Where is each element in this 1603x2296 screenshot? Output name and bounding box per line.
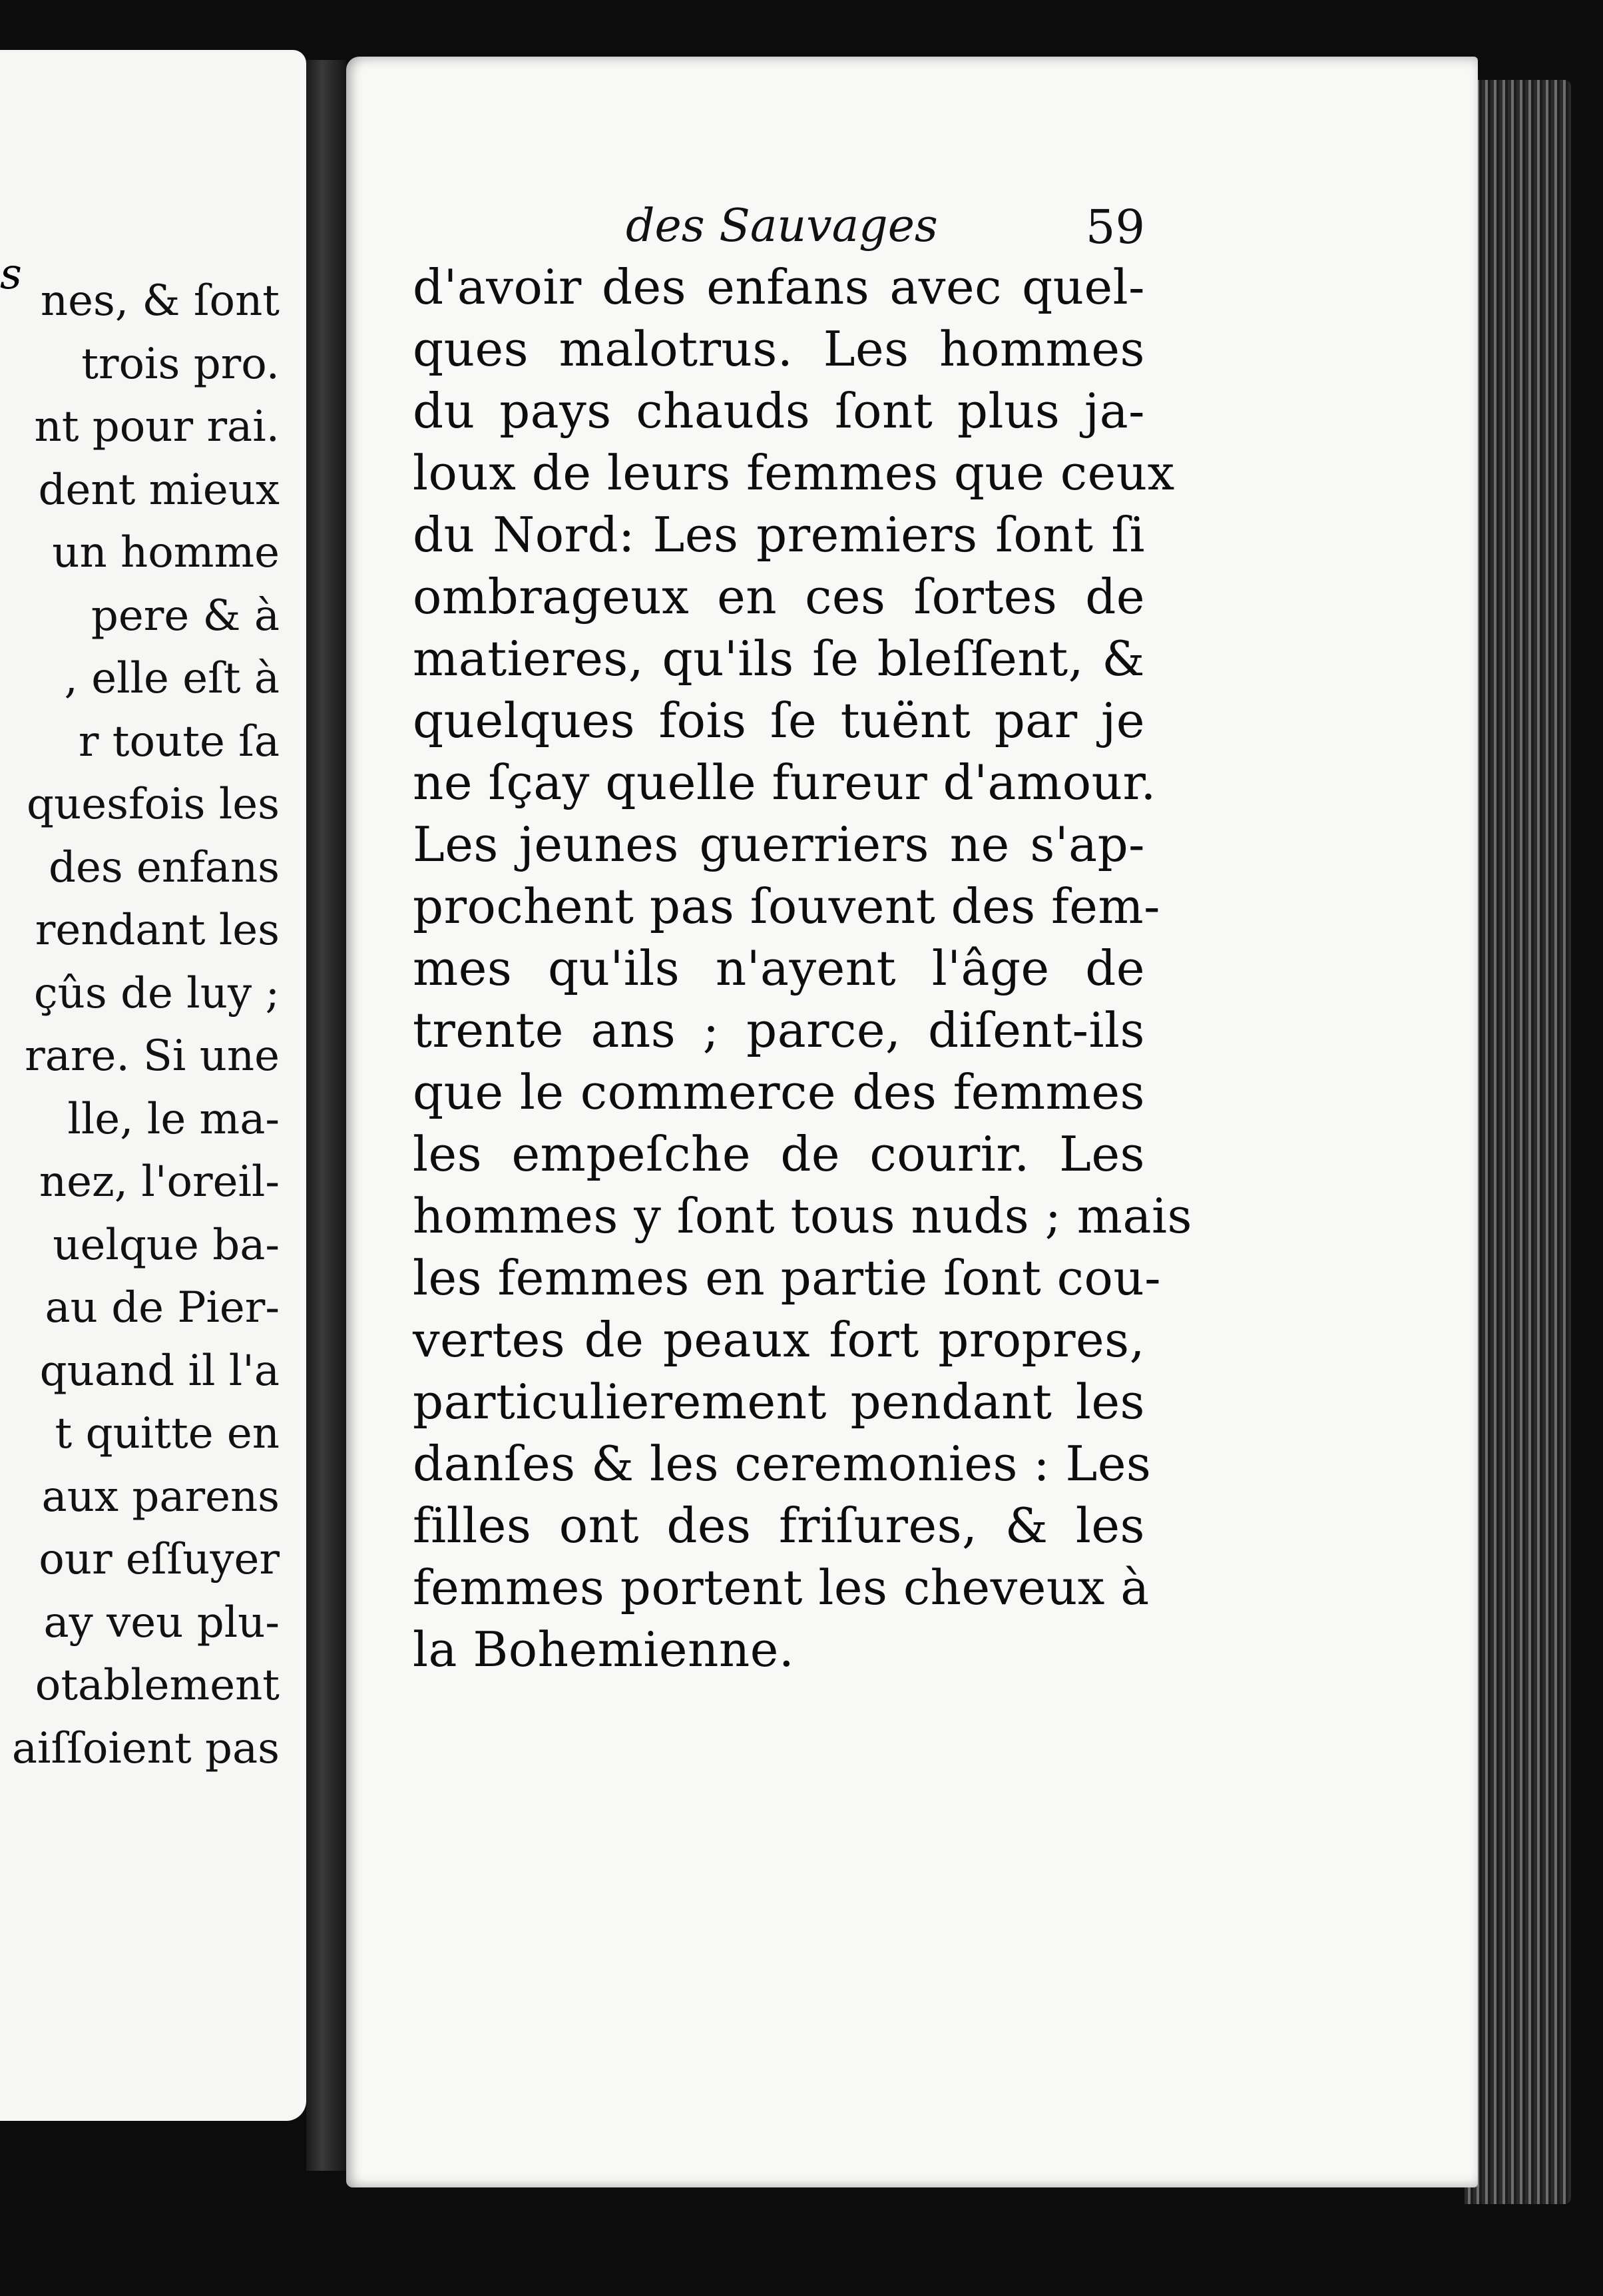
text-line: quesfois les — [27, 780, 280, 829]
text-line: particulierement pendant les — [413, 1374, 1145, 1430]
text-line: la Bohemienne. — [413, 1621, 795, 1677]
text-line: que le commerce des femmes — [413, 1064, 1145, 1120]
text-line: ne ſçay quelle fureur d'amour. — [413, 754, 1156, 810]
running-title: des Sauvages — [626, 200, 938, 252]
text-line: Les jeunes guerriers ne s'ap- — [413, 816, 1145, 872]
text-line: filles ont des friſures, & les — [413, 1498, 1145, 1554]
text-line: d'avoir des enfans avec quel- — [413, 259, 1145, 315]
text-line: des enfans — [48, 842, 280, 892]
text-line: trente ans ; parce, diſent-ils — [413, 1002, 1145, 1058]
text-line: hommes y ſont tous nuds ; mais — [413, 1188, 1192, 1244]
text-line: prochent pas ſouvent des fem- — [413, 878, 1160, 934]
page-number: 59 — [1085, 200, 1145, 254]
text-line: loux de leurs femmes que ceux — [413, 445, 1175, 501]
text-line: r toute ſa — [78, 717, 280, 766]
text-line: matieres, qu'ils ſe bleſſent, & — [413, 631, 1145, 687]
left-page — [0, 50, 306, 2121]
text-line: çûs de luy ; — [33, 968, 280, 1018]
text-line: lle, le ma- — [67, 1094, 280, 1144]
text-line: rendant les — [35, 906, 280, 955]
text-line: danſes & les ceremonies : Les — [413, 1436, 1152, 1492]
text-line: dent mieux — [38, 465, 280, 515]
page-edges — [1465, 80, 1571, 2204]
text-line: , elle eſt à — [64, 654, 280, 703]
text-line: otablement — [35, 1661, 280, 1710]
text-line: aiſſoient pas — [11, 1723, 280, 1773]
text-line: aux parens — [41, 1472, 280, 1522]
left-running-head: s — [0, 250, 22, 299]
text-line: ay veu plu- — [43, 1597, 280, 1647]
text-line: ombrageux en ces ſortes de — [413, 569, 1145, 625]
text-line: mes qu'ils n'ayent l'âge de — [413, 940, 1145, 996]
text-line: nez, l'oreil- — [39, 1157, 280, 1207]
text-line: femmes portent les cheveux à — [413, 1560, 1150, 1615]
text-line: rare. Si une — [25, 1031, 280, 1081]
text-line: quand il l'a — [39, 1346, 280, 1396]
text-line: vertes de peaux fort propres, — [413, 1312, 1145, 1368]
text-line: du Nord: Les premiers ſont ſi — [413, 507, 1145, 563]
text-line: ques malotrus. Les hommes — [413, 321, 1145, 377]
right-page-text — [413, 256, 1192, 1681]
text-line: au de Pier- — [45, 1283, 280, 1332]
text-line: t quitte en — [55, 1409, 280, 1458]
text-line: our eſſuyer — [39, 1535, 280, 1584]
text-line: pere & à — [91, 591, 280, 641]
text-line: nt pour rai. — [34, 402, 280, 451]
text-line: un homme — [52, 528, 280, 577]
text-line: nes, & ſont — [40, 276, 280, 326]
left-page-text — [0, 270, 280, 1780]
text-line: du pays chauds ſont plus ja- — [413, 383, 1145, 439]
text-line: les empeſche de courir. Les — [413, 1126, 1145, 1182]
text-line: les femmes en partie ſont cou- — [413, 1250, 1162, 1306]
text-line: uelque ba- — [53, 1220, 280, 1270]
book-gutter — [306, 60, 346, 2171]
text-line: trois pro. — [81, 339, 280, 389]
text-line: quelques fois ſe tuënt par je — [413, 693, 1145, 748]
